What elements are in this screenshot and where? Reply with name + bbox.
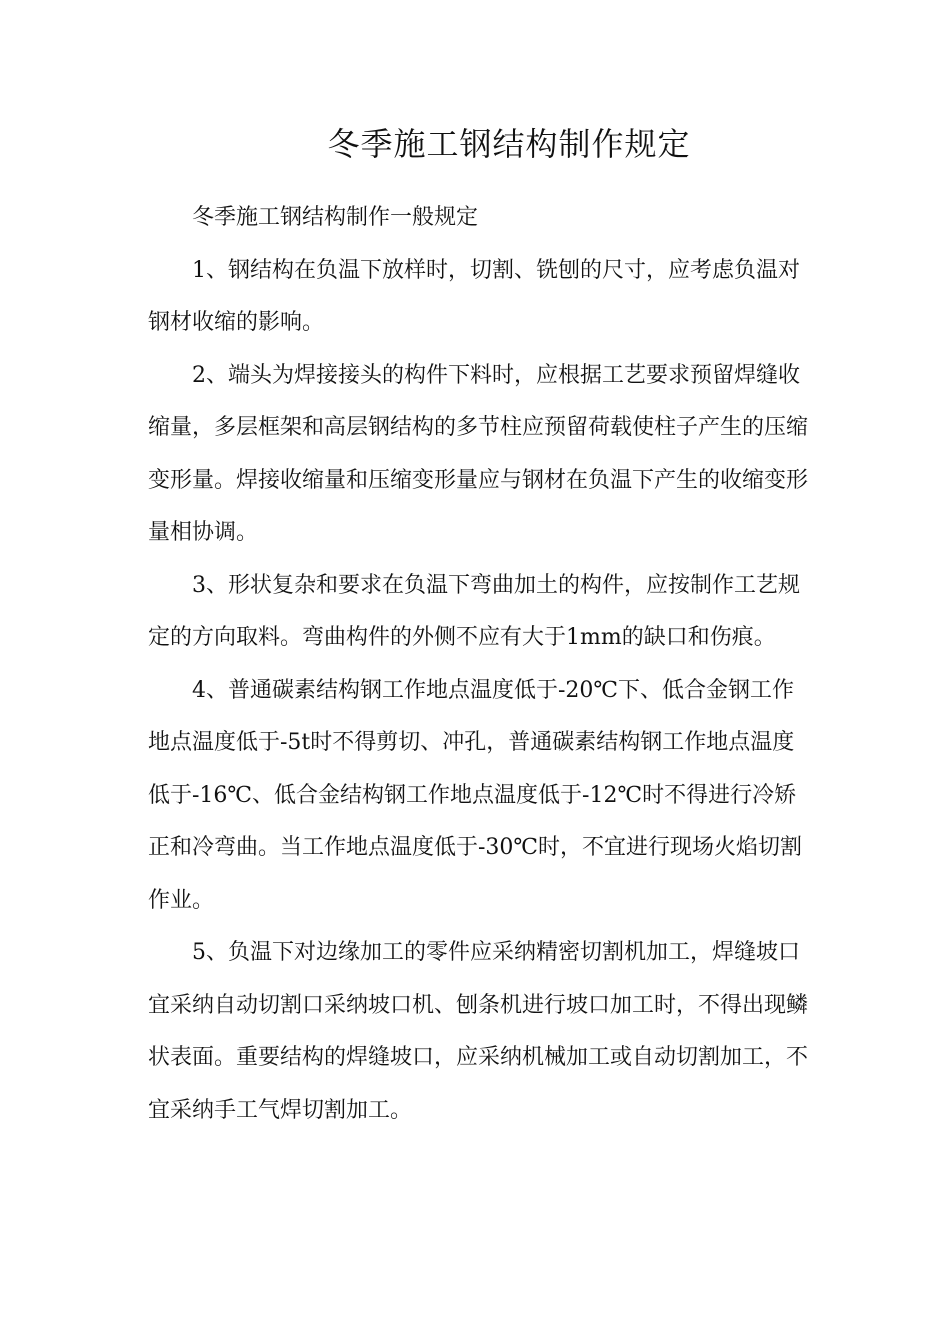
- paragraph-1: 1、钢结构在负温下放样时，切割、铣刨的尺寸，应考虑负温对钢材收缩的影响。: [148, 257, 800, 335]
- paragraph-2: 2、端头为焊接接头的构件下料时，应根据工艺要求预留焊缝收缩量，多层框架和高层钢结构的多节柱应预留荷载使柱子产生的压缩变形量。焊接收缩量和压缩变形量应与钢材在负温下产生的收缩变形量相协调。: [148, 362, 809, 545]
- document-body: [148, 192, 808, 1137]
- paragraph-4: 4、普通碳素结构钢工作地点温度低于-20℃下、低合金钢工作地点温度低于-5t时不得剪切、冲孔，普通碳素结构钢工作地点温度低于-16℃、低合金结构钢工作地点温度低于-12℃时不得进行冷矫正和冷弯曲。当工作地点温度低于-30℃时，不宜进行现场火焰切割作业。: [148, 677, 803, 913]
- paragraph-5: 5、负温下对边缘加工的零件应采纳精密切割机加工，焊缝坡口宜采纳自动切割口采纳坡口机、刨条机进行坡口加工时，不得出现鳞状表面。重要结构的焊缝坡口，应采纳机械加工或自动切割加工，不宜采纳手工气焊切割加工。: [148, 940, 809, 1123]
- document-title: 冬季施工钢结构制作规定: [327, 125, 691, 163]
- paragraph-3: 3、形状复杂和要求在负温下弯曲加土的构件，应按制作工艺规定的方向取料。弯曲构件的外侧不应有大于1mm的缺口和伤痕。: [148, 572, 800, 650]
- section-heading: 冬季施工钢结构制作一般规定: [192, 205, 479, 230]
